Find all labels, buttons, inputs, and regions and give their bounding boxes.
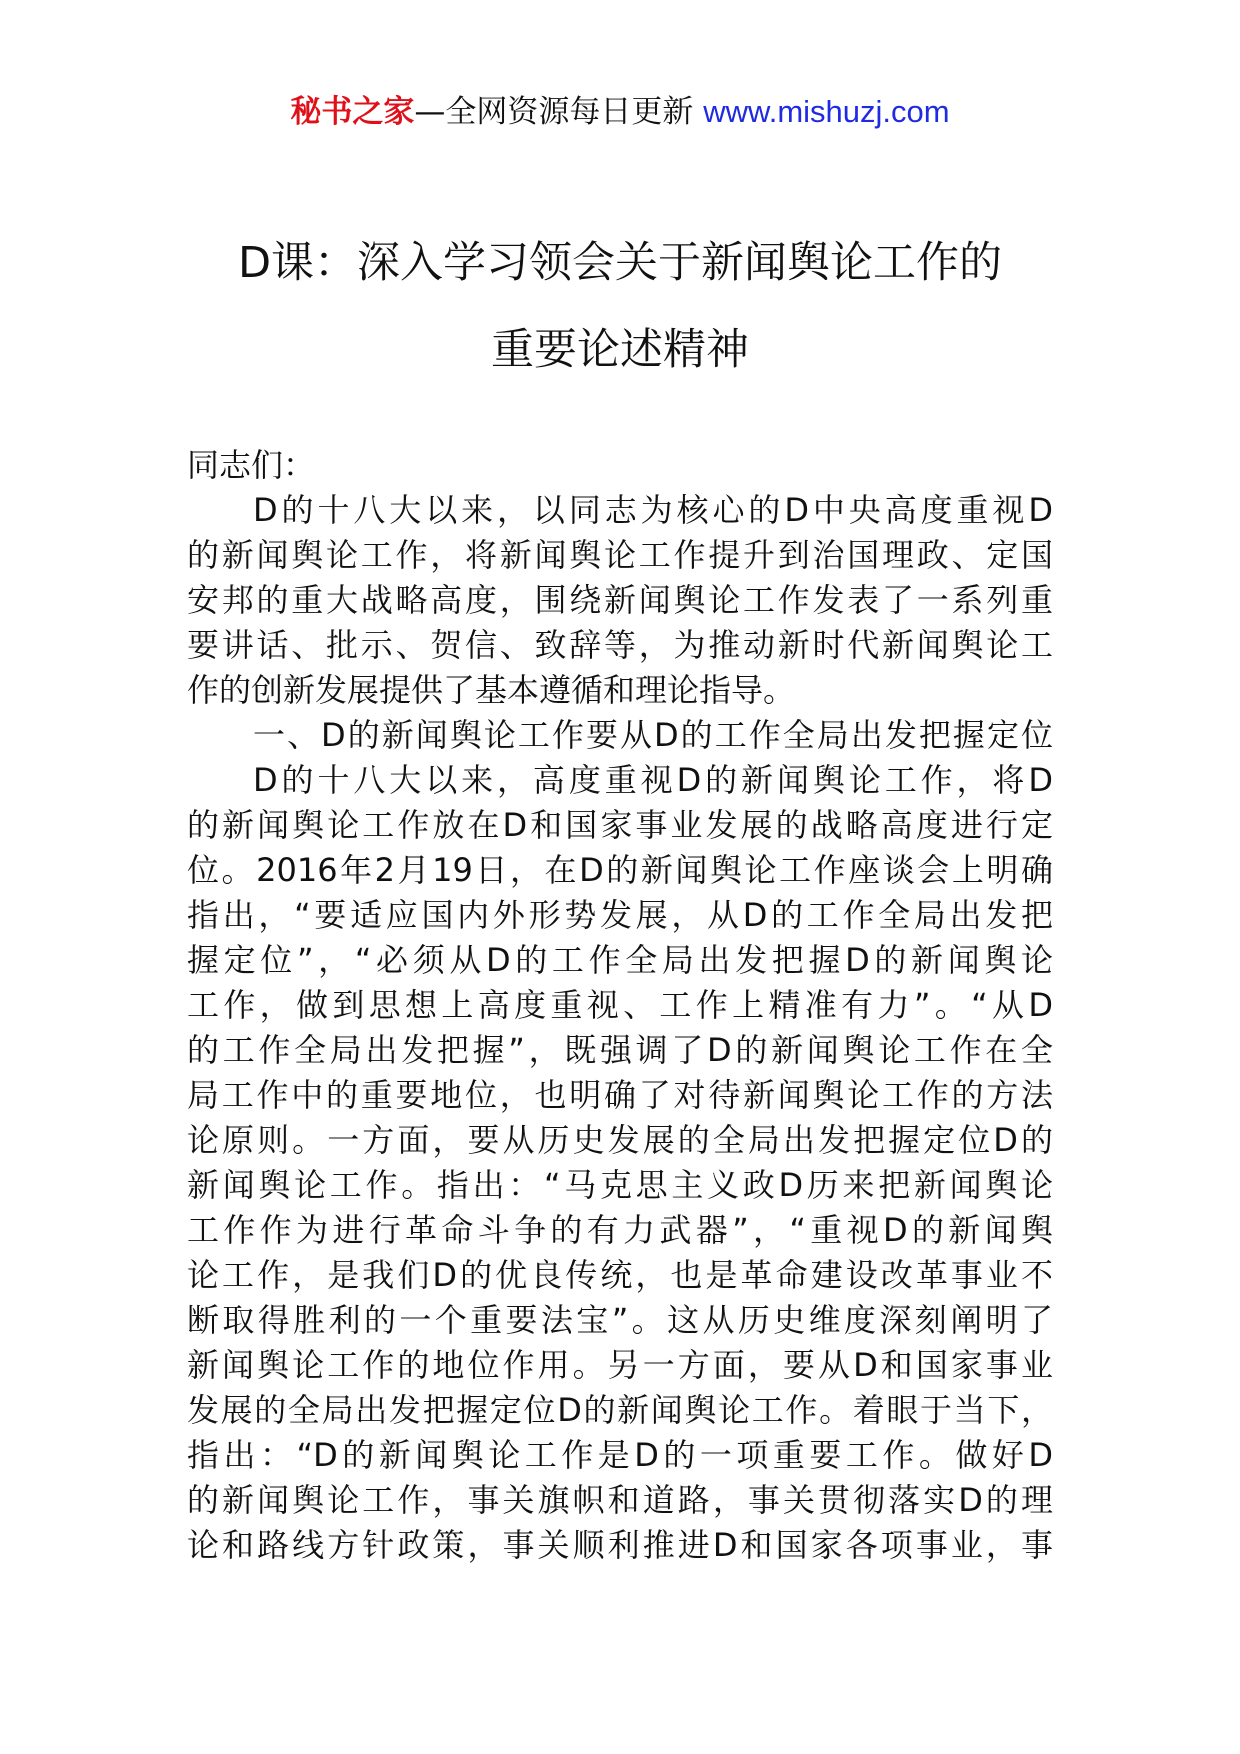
- body-line: 的工作全局出发把握”，既强调了D的新闻舆论工作在全: [187, 1031, 1053, 1069]
- body-line: 握定位”，“必须从D的工作全局出发把握D的新闻舆论: [187, 941, 1053, 979]
- document-body: [187, 443, 1053, 1568]
- header-tagline: —全网资源每日更新: [414, 94, 704, 130]
- body-line: 论原则。一方面，要从历史发展的全局出发把握定位D的: [187, 1121, 1053, 1159]
- document-title-line-1: D课：深入学习领会关于新闻舆论工作的: [237, 238, 1003, 288]
- document-title-line-2: 重要论述精神: [491, 325, 749, 375]
- body-line: 的新闻舆论工作，事关旗帜和道路，事关贯彻落实D的理: [187, 1481, 1053, 1519]
- body-line: 工作作为进行革命斗争的有力武器”，“重视D的新闻舆: [187, 1211, 1053, 1249]
- body-line: 的新闻舆论工作放在D和国家事业发展的战略高度进行定: [187, 806, 1053, 844]
- body-line: 论工作，是我们D的优良传统，也是革命建设改革事业不: [187, 1256, 1053, 1294]
- site-header: [0, 92, 1240, 132]
- body-line: 要讲话、批示、贺信、致辞等，为推动新时代新闻舆论工: [187, 626, 1053, 664]
- salutation: 同志们：: [187, 446, 316, 484]
- body-line: 的新闻舆论工作，将新闻舆论工作提升到治国理政、定国: [187, 536, 1053, 574]
- body-line: 局工作中的重要地位，也明确了对待新闻舆论工作的方法: [187, 1076, 1053, 1114]
- body-line: 工作，做到思想上高度重视、工作上精准有力”。“从D: [187, 986, 1053, 1024]
- body-line: 新闻舆论工作。指出：“马克思主义政D历来把新闻舆论: [187, 1166, 1053, 1204]
- body-line: 新闻舆论工作的地位作用。另一方面，要从D和国家事业: [187, 1346, 1053, 1384]
- body-line: 安邦的重大战略高度，围绕新闻舆论工作发表了一系列重: [187, 581, 1053, 619]
- body-line: 指出，“要适应国内外形势发展，从D的工作全局出发把: [187, 896, 1053, 934]
- body-line: 断取得胜利的一个重要法宝”。这从历史维度深刻阐明了: [187, 1301, 1053, 1339]
- body-line: 发展的全局出发把握定位D的新闻舆论工作。着眼于当下，: [187, 1391, 1053, 1429]
- body-line: D的十八大以来，高度重视D的新闻舆论工作，将D: [253, 761, 1053, 799]
- brand-name: 秘书之家: [290, 94, 415, 130]
- body-line: 论和路线方针政策，事关顺利推进D和国家各项事业，事: [187, 1526, 1053, 1564]
- body-line: 作的创新发展提供了基本遵循和理论指导。: [187, 671, 796, 709]
- section-heading: 一、D的新闻舆论工作要从D的工作全局出发把握定位: [253, 716, 1053, 754]
- body-line: D的十八大以来，以同志为核心的D中央高度重视D: [253, 491, 1053, 529]
- body-line: 指出：“D的新闻舆论工作是D的一项重要工作。做好D: [187, 1436, 1053, 1474]
- body-line: 位。2016年2月19日，在D的新闻舆论工作座谈会上明确: [187, 851, 1053, 889]
- site-link[interactable]: www.mishuzj.com: [703, 94, 950, 129]
